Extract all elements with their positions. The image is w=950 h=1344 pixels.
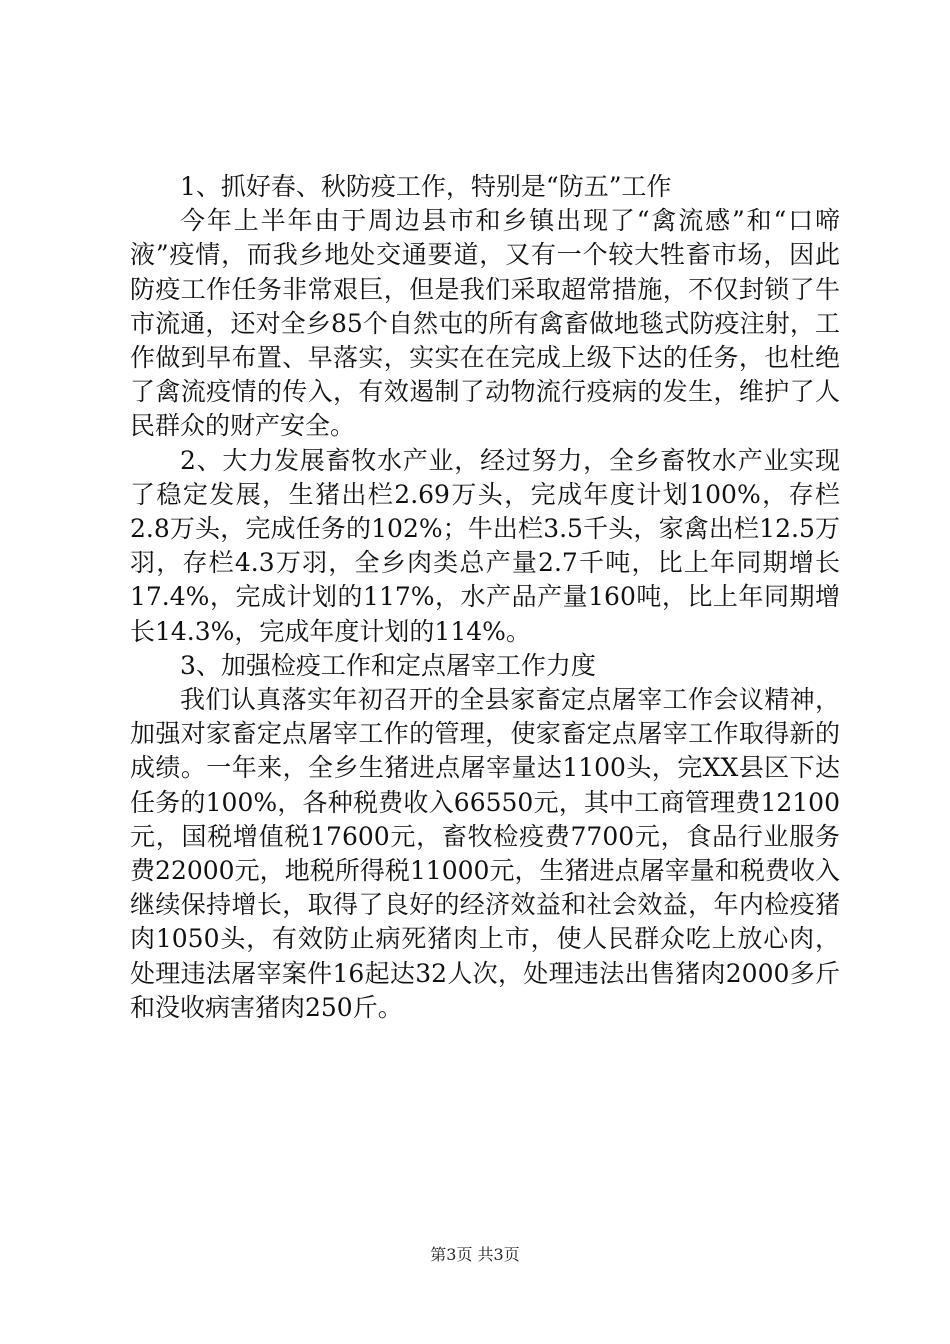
paragraph-slaughter-quarantine: 我们认真落实年初召开的全县家畜定点屠宰工作会议精神，加强对家畜定点屠宰工作的管理，使家畜定点屠宰工作取得新的成绩。一年来，全乡生猪进点屠宰量达1100头，完XX县区下达任务的100%，各种税费收入66550元，其中工商管理费12100元，国税增值税17600元，畜牧检疫费7700元，食品行业服务费22000元，地税所得税11000元，生猪进点屠宰量和税费收入继续保持增长，取得了良好的经济效益和社会效益，年内检疫猪肉1050头，有效防止病死猪肉上市，使人民群众吃上放心肉，处理违法屠宰案件16起达32人次，处理违法出售猪肉2000多斤和没收病害猪肉250斤。: [130, 685, 840, 1022]
paragraph-livestock-aquaculture: 2、大力发展畜牧水产业，经过努力，全乡畜牧水产业实现了稳定发展，生猪出栏2.69万头，完成年度计划100%，存栏2.8万头，完成任务的102%；牛出栏3.5千头，家禽出栏12.5万羽，存栏4.3万羽，全乡肉类总产量2.7千吨，比上年同期增长17.4%，完成计划的117%，水产品产量160吨，比上年同期增长14.3%，完成年度计划的114%。: [130, 445, 840, 646]
document-body: [130, 170, 840, 1025]
section-heading-1: 1、抓好春、秋防疫工作，特别是“防五”工作: [180, 172, 672, 201]
paragraph-epidemic-prevention: 今年上半年由于周边县市和乡镇出现了“禽流感”和“口啼液”疫情，而我乡地处交通要道，又有一个较大牲畜市场，因此防疫工作任务非常艰巨，但是我们采取超常措施，不仅封锁了牛市流通，还对全乡85个自然屯的所有禽畜做地毯式防疫注射，工作做到早布置、早落实，实实在在完成上级下达的任务，也杜绝了禽流疫情的传入，有效遏制了动物流行疫病的发生，维护了人民群众的财产安全。: [130, 206, 840, 441]
page-number-footer: 第3页 共3页: [430, 1245, 520, 1264]
section-heading-3: 3、加强检疫工作和定点屠宰工作力度: [180, 650, 596, 680]
